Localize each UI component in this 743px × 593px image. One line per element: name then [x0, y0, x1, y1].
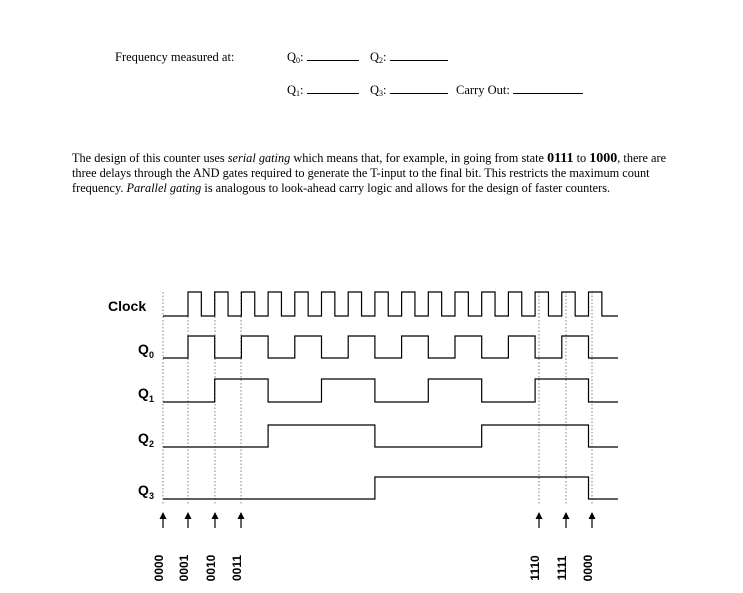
q2-signal-label: Q: [138, 430, 149, 446]
q3-colon: :: [383, 83, 387, 97]
q2-colon: :: [383, 50, 387, 64]
q1-subscript: 1: [296, 89, 301, 98]
state-1000-bold: 1000: [589, 151, 618, 166]
q1-signal-label: Q: [138, 385, 149, 401]
state-gridlines: [163, 292, 592, 505]
q2-waveform: [163, 425, 618, 447]
q1-waveform: [163, 379, 618, 402]
q1-colon: :: [300, 83, 304, 97]
q0-waveform: [163, 336, 618, 358]
clock-waveform: [163, 292, 618, 316]
q0-signal-subscript: 0: [149, 350, 155, 360]
q2-subscript: 2: [379, 56, 384, 65]
q1-letter: Q: [287, 83, 297, 97]
state-arrows: [160, 512, 596, 528]
state-label-0000: 0000: [581, 554, 595, 582]
state-labels: [152, 554, 595, 581]
state-arrow-head: [563, 512, 570, 519]
state-arrow-head: [212, 512, 219, 519]
q0-signal-label: Q: [138, 341, 149, 357]
paragraph-text-4: , there are three delays through the AND gates required to generate the T-input to the final bit. This restricts the maximum count frequency.: [72, 151, 667, 195]
q3-signal-label: Q: [138, 482, 149, 498]
q3-letter: Q: [370, 83, 380, 97]
carry-out-label: Carry Out:: [456, 83, 510, 97]
clock-label: Clock: [108, 298, 147, 314]
state-label-0011: 0011: [230, 554, 244, 582]
paragraph-text-3: to: [573, 151, 590, 165]
paragraph-text-1: The design of this counter uses: [72, 151, 228, 165]
serial-gating-term: serial gating: [227, 151, 291, 165]
state-label-1110: 1110: [528, 555, 542, 581]
state-arrow-head: [589, 512, 596, 519]
paragraph-text-2: which means that, for example, in going from state: [290, 151, 548, 165]
waveforms: [163, 292, 618, 499]
state-arrow-head: [185, 512, 192, 519]
q1-signal-subscript: 1: [149, 394, 155, 404]
q2-signal-subscript: 2: [149, 439, 155, 449]
q2-letter: Q: [370, 50, 380, 64]
q0-letter: Q: [287, 50, 297, 64]
state-arrow-head: [238, 512, 245, 519]
q0-subscript: 0: [296, 56, 301, 65]
parallel-gating-term: Parallel gating: [126, 181, 202, 195]
state-label-0001: 0001: [177, 554, 191, 582]
state-label-0000: 0000: [152, 554, 166, 582]
state-label-0010: 0010: [204, 554, 218, 582]
state-label-1111: 1111: [555, 555, 569, 581]
q0-colon: :: [300, 50, 304, 64]
state-arrow-head: [160, 512, 167, 519]
q3-signal-subscript: 3: [149, 491, 155, 501]
state-arrow-head: [536, 512, 543, 519]
q3-subscript: 3: [379, 89, 384, 98]
paragraph-text-5: is analogous to look-ahead carry logic and allows for the design of faster counters.: [201, 181, 611, 195]
frequency-measured-label: Frequency measured at:: [115, 50, 235, 64]
q3-waveform: [163, 477, 618, 499]
signal-labels: [138, 341, 154, 501]
state-0111-bold: 0111: [547, 151, 574, 166]
